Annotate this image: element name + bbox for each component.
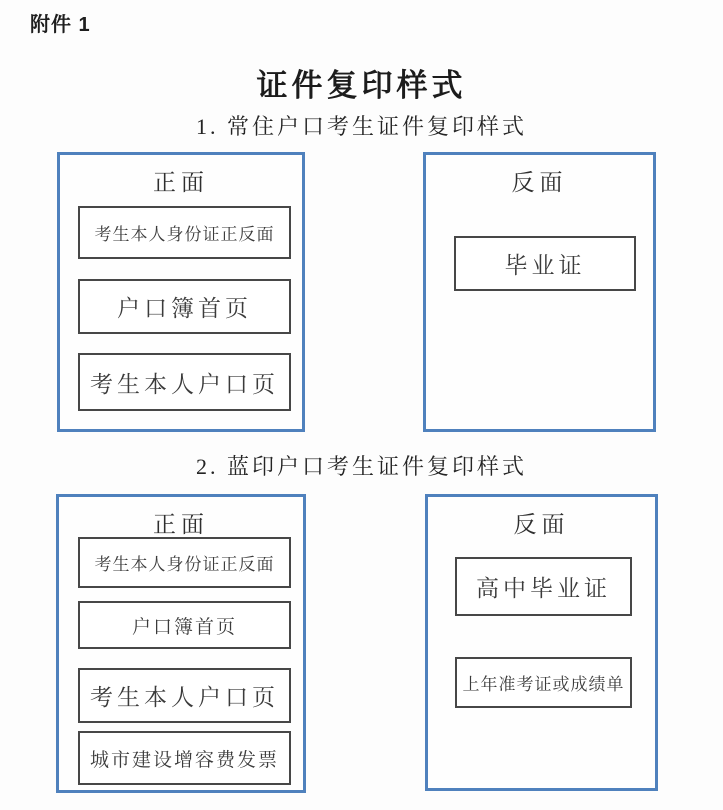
copy-item-previous-year-admission-ticket-or-transcript [455, 657, 632, 708]
section-1-back-panel [423, 152, 656, 432]
copy-item-id-card [78, 206, 291, 259]
copy-item-label: 考生本人身份证正反面 [94, 225, 275, 244]
copy-item-label: 高中毕业证 [476, 576, 611, 601]
section-2-heading: 2. 蓝印户口考生证件复印样式 [195, 454, 527, 479]
copy-item-label: 户口簿首页 [131, 616, 237, 638]
attachment-label: 附件 1 [30, 14, 91, 36]
copy-item-label: 上年准考证或成绩单 [462, 675, 625, 694]
page-title: 证件复印样式 [256, 68, 467, 103]
copy-item-high-school-diploma [455, 557, 632, 616]
copy-item-label: 户口簿首页 [117, 296, 252, 321]
copy-item-id-card [78, 537, 291, 588]
copy-item-label: 考生本人身份证正反面 [94, 555, 275, 574]
copy-item-diploma [454, 236, 636, 291]
section-1-front-panel [57, 152, 305, 432]
copy-item-examinee-household-page [78, 668, 291, 723]
front-side-label: 正面 [153, 170, 209, 195]
section-1-heading: 1. 常住户口考生证件复印样式 [195, 114, 527, 139]
copy-item-label: 毕业证 [504, 253, 586, 278]
section-2-front-panel [56, 494, 306, 793]
back-side-label: 反面 [511, 170, 568, 195]
copy-item-label: 考生本人户口页 [90, 685, 279, 710]
copy-item-label: 考生本人户口页 [90, 371, 279, 397]
copy-item-label: 城市建设增容费发票 [89, 749, 279, 771]
copy-item-household-register-first-page [78, 279, 291, 334]
copy-item-examinee-household-page [78, 353, 291, 411]
copy-item-city-construction-fee-invoice [78, 731, 291, 785]
back-side-label: 反面 [513, 512, 570, 537]
section-2-back-panel [425, 494, 658, 791]
copy-item-household-register-first-page [78, 601, 291, 649]
front-side-label: 正面 [153, 512, 209, 537]
